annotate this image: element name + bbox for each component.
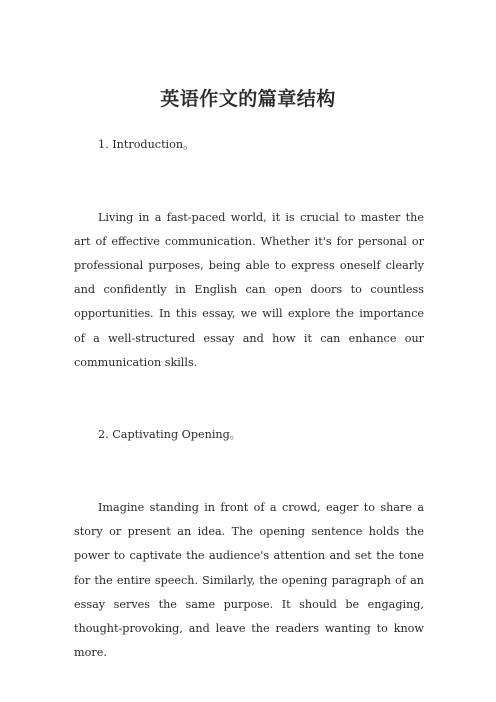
spacer [74, 157, 424, 181]
section-paragraph-opening: Imagine standing in front of a crowd, eager to share a story or present an idea. The opening sentence holds the power to captivate the audience's attention and set the tone for the entire speech. Similarly, the opening paragraph of an essay serves the same purpose. It should be engaging, thought-provoking, and leave the readers wanting to know more. [74, 500, 424, 660]
spacer [74, 375, 424, 399]
spacer [74, 181, 424, 205]
document-body [74, 133, 424, 665]
section-heading-opening: 2. Captivating Opening。 [98, 428, 241, 442]
section-heading-introduction: 1. Introduction。 [98, 138, 195, 151]
spacer [74, 399, 424, 423]
spacer [74, 472, 424, 496]
spacer [74, 448, 424, 472]
document-title: 英语作文的篇章结构 [160, 88, 336, 110]
section-paragraph-introduction: Living in a fast-paced world, it is crucial to master the art of effective communication. Whether it's for personal or professional purposes, being able to express oneself clearly and confidently in English can open doors to countless opportunities. In this essay, we will explore the importance of a well-structured essay and how it can enhance our communication skills. [74, 210, 424, 369]
